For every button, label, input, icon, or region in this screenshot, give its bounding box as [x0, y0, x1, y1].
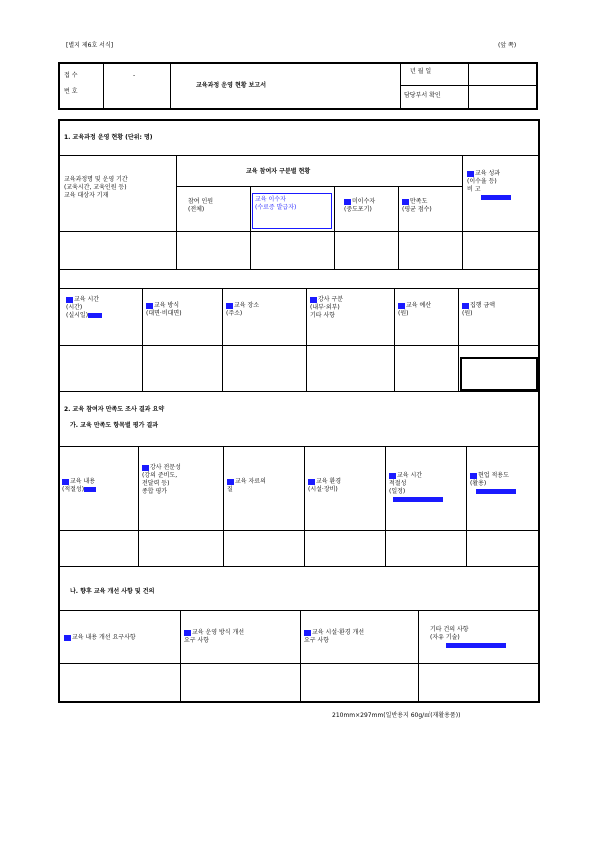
s1b-col-hours: 교육 시간 (시간) (실시일)	[64, 294, 140, 322]
s3-col-content: 교육 내용 개선 요구사항	[62, 632, 178, 644]
s2-col-environment: 교육 환경 (시설·장비)	[308, 478, 342, 493]
date-label: 년 월 일	[410, 68, 432, 75]
s1-right-header: 교육 성과 (이수율 등) 비 고	[465, 168, 537, 204]
highlight-bar	[446, 643, 506, 648]
marker-icon	[62, 479, 69, 485]
marker-icon	[467, 171, 474, 177]
marker-icon	[389, 473, 396, 479]
marker-icon	[142, 465, 149, 471]
dept-label: 담당부서 확인	[404, 92, 441, 99]
s1b-col-instructor: 강사 구분 (내부·외부) 기타 사항	[310, 296, 344, 319]
section2-subtitle: 가. 교육 만족도 항목별 평가 결과	[70, 422, 159, 429]
marker-icon	[398, 303, 405, 309]
number-label: 번 호	[64, 88, 78, 95]
s1b-col-budget: 교육 예산 (원)	[398, 302, 432, 317]
s1b-col-spent: 집행 금액 (원)	[462, 302, 496, 317]
s3-col-operation: 교육 운영 방식 개선 요구 사항	[184, 629, 245, 644]
marker-icon	[64, 635, 71, 641]
receipt-label: 접 수	[64, 72, 78, 79]
s3-col-facility: 교육 시설·환경 개선 요구 사항	[304, 629, 365, 644]
marker-icon	[470, 473, 477, 479]
marker-icon	[227, 479, 234, 485]
s2-col-content: 교육 내용 (적절성)	[62, 478, 96, 493]
highlight-bar	[84, 487, 96, 492]
s1-group-header: 교육 참여자 구분별 현황	[246, 168, 311, 175]
s1-col-participants: 참여 인원 (전체)	[188, 198, 214, 213]
highlight-bar	[481, 195, 511, 200]
marker-icon	[310, 297, 317, 303]
section3-title: 나. 향후 교육 개선 사항 및 건의	[70, 588, 155, 595]
s1b-highlight-cell	[460, 357, 538, 391]
form-reference: [별지 제6호 서식]	[66, 42, 114, 49]
highlight-bar	[476, 489, 516, 494]
highlight-bar	[393, 497, 443, 502]
highlight-bar	[88, 313, 102, 318]
marker-icon	[304, 630, 311, 636]
marker-icon	[226, 303, 233, 309]
marker-icon	[462, 303, 469, 309]
page-indicator: (앞 쪽)	[498, 42, 517, 49]
s2-col-application: 현업 적용도 (활용)	[468, 470, 538, 498]
s1-left-header: 교육과정명 및 운영 기간 (교육시간, 교육인원 등) 교육 대상자 기재	[64, 176, 128, 199]
section2-title: 2. 교육 참여자 만족도 조사 결과 요약	[64, 406, 165, 413]
s1b-col-method: 교육 방식 (대면·비대면)	[146, 302, 182, 317]
s1-col-completers: 교육 이수자 (수료증 발급자)	[252, 193, 332, 229]
paper-spec: 210mm×297mm(일반용지 60g/㎡(재활용품))	[332, 712, 461, 719]
s2-col-schedule: 교육 시간 적절성 (일정)	[387, 470, 465, 506]
s3-col-other: 기타 건의 사항 (자유 기술)	[428, 624, 536, 652]
s1-col-dropouts: 미이수자 (중도포기)	[344, 198, 376, 213]
marker-icon	[66, 297, 73, 303]
marker-icon	[308, 479, 315, 485]
marker-icon	[344, 199, 351, 205]
section1-title: 1. 교육과정 운영 현황 (단위: 명)	[64, 134, 153, 141]
s2-col-instructor: 강사 전문성 (강의 준비도, 전달력 등) 종합 평가	[142, 464, 181, 495]
receipt-value: -	[133, 72, 136, 79]
marker-icon	[146, 303, 153, 309]
title-block	[58, 62, 538, 110]
marker-icon	[402, 199, 409, 205]
s2-col-materials: 교육 자료의 질	[227, 478, 266, 493]
s1-col-satisfaction: 만족도 (평균 점수)	[402, 198, 432, 213]
document-title: 교육과정 운영 현황 보고서	[196, 82, 267, 89]
marker-icon	[184, 630, 191, 636]
s1b-col-venue: 교육 장소 (주소)	[226, 302, 260, 317]
